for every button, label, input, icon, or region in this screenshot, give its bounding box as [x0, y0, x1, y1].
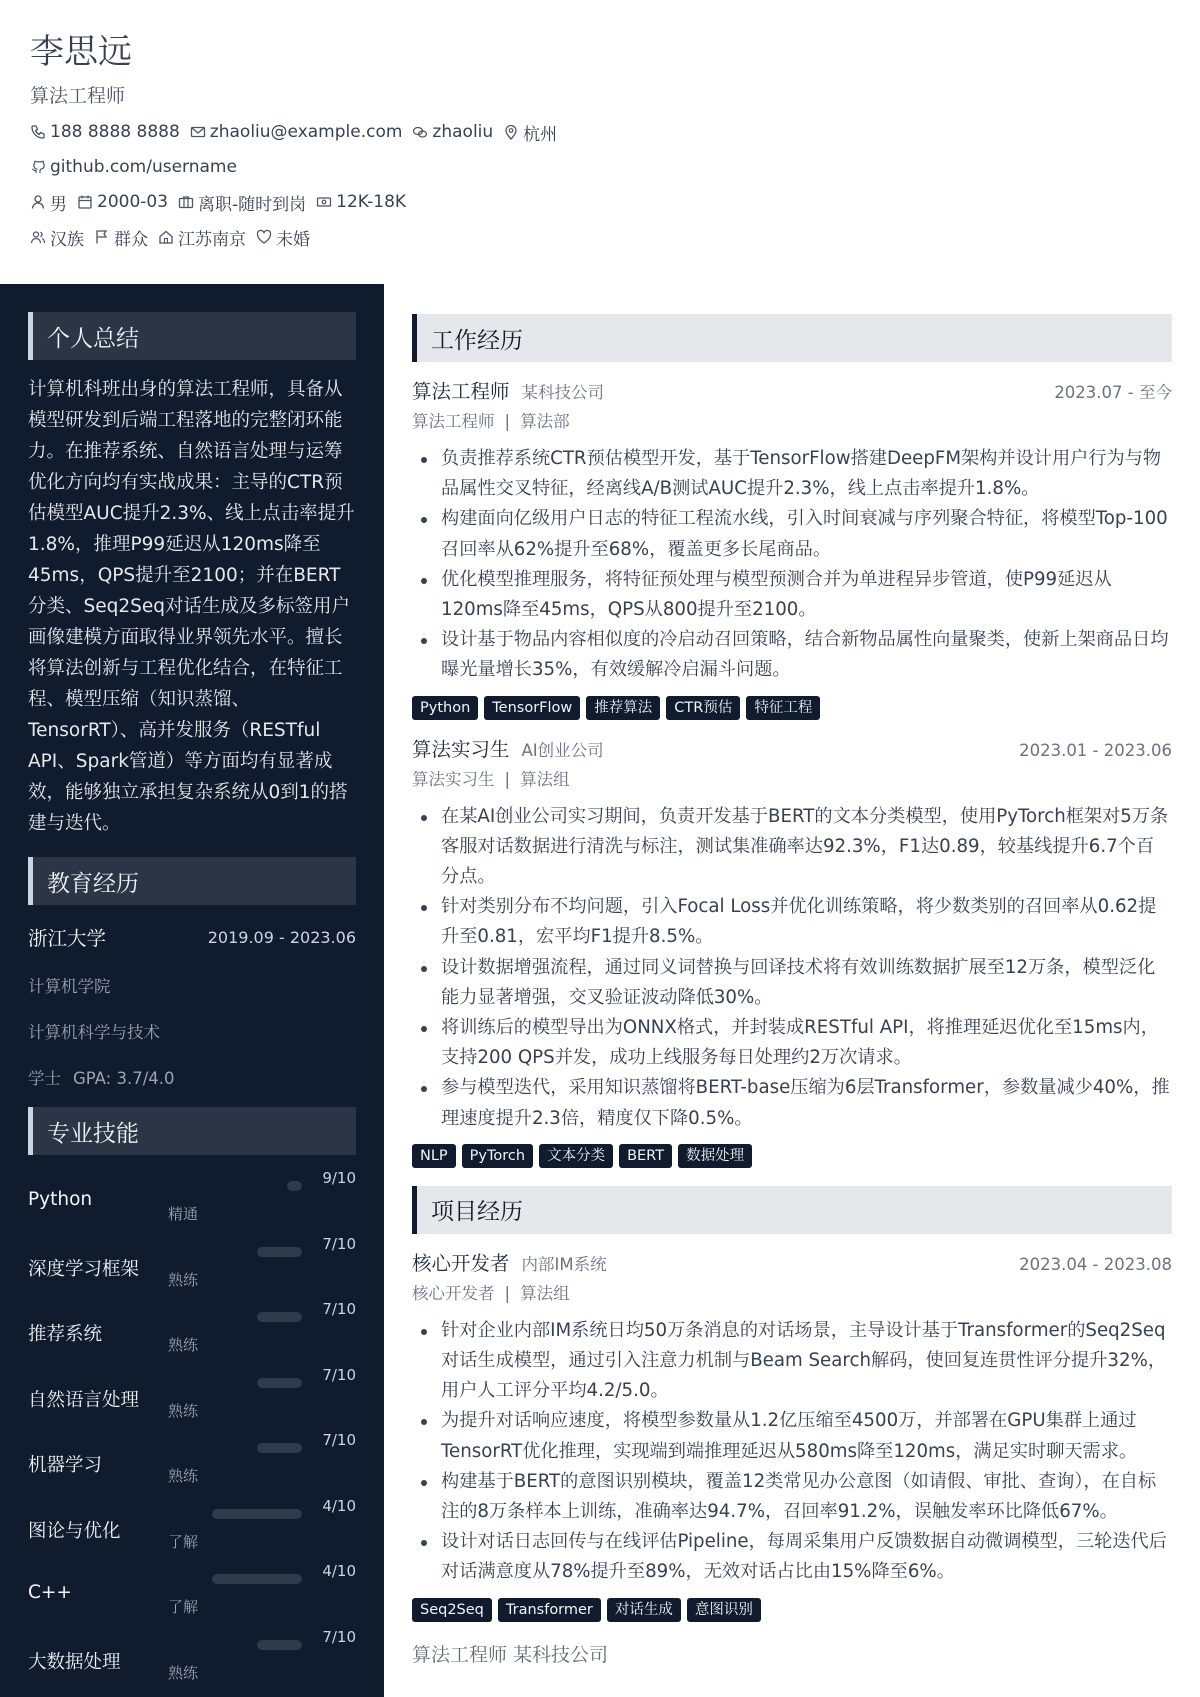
next-entry-cut: 算法工程师 某科技公司 — [412, 1643, 609, 1666]
skill-score: 4/10 — [322, 1562, 356, 1580]
skill-item — [28, 1487, 356, 1553]
skill-name: 图论与优化 — [28, 1520, 121, 1542]
experience-entry — [412, 1248, 1172, 1622]
skill-score: 7/10 — [322, 1431, 356, 1449]
skill-name: 深度学习框架 — [28, 1258, 140, 1280]
entry-date: 2023.07 - 至今 — [1054, 383, 1172, 402]
skill-bar-empty — [287, 1181, 302, 1191]
major-name: 计算机科学与技术 — [28, 1023, 160, 1042]
skill-bar — [152, 1378, 302, 1388]
skills-list — [28, 1159, 356, 1683]
location-pin-icon — [503, 124, 519, 140]
skill-item — [28, 1421, 356, 1487]
skill-bar — [152, 1640, 302, 1650]
entry-company: AI创业公司 — [521, 740, 604, 760]
entry-dept: 算法组 — [520, 769, 570, 789]
bullet-item: 设计对话日志回传与在线评估Pipeline，每周采集用户反馈数据自动微调模型，三轮迭代后对话满意度从78%提升至89%，无效对话占比由15%降至6%。 — [412, 1527, 1172, 1587]
heart-icon — [256, 229, 272, 245]
entry-position: 核心开发者 — [412, 1283, 495, 1303]
skill-name: Python — [28, 1189, 93, 1210]
wechat-icon — [412, 124, 428, 140]
skill-bar — [152, 1574, 302, 1584]
entry-header — [412, 734, 1172, 760]
education-date: 2019.09 - 2023.06 — [207, 927, 356, 947]
contact-row-2 — [30, 154, 1170, 180]
bullet-item: 参与模型迭代，采用知识蒸馏将BERT-base压缩为6层Transformer，参数量减少40%，推理速度提升2.3倍，精度仅下降0.5%。 — [412, 1073, 1172, 1133]
info-hometown: 江苏南京 — [158, 225, 246, 250]
tag: 文本分类 — [539, 1144, 613, 1168]
tag: 意图识别 — [687, 1598, 761, 1622]
bullet-item: 构建基于BERT的意图识别模块，覆盖12类常见办公意图（如请假、审批、查询），在自标注的8万条样本上训练，准确率达94.7%，召回率91.2%，误触发率环比降低67%。 — [412, 1467, 1172, 1527]
entry-dept: 算法组 — [520, 1283, 570, 1303]
degree: 学士 — [28, 1069, 61, 1088]
contact-city: 杭州 — [503, 120, 557, 145]
education-entry — [28, 923, 356, 951]
school-name: 浙江大学 — [28, 927, 107, 950]
tag: 数据处理 — [678, 1144, 752, 1168]
gpa: GPA: 3.7/4.0 — [73, 1069, 175, 1088]
bullet-item: 为提升对话响应速度，将模型参数量从1.2亿压缩至4500万，并部署在GPU集群上通过TensorRT优化推理，实现端到端推理延迟从580ms降至120ms，满足实时聊天需求。 — [412, 1406, 1172, 1466]
college-name: 计算机学院 — [28, 977, 111, 996]
projects-heading: 项目经历 — [412, 1186, 1172, 1234]
info-politics: 群众 — [94, 225, 148, 250]
candidate-name: 李思远 — [30, 32, 132, 72]
skill-bar-empty — [212, 1574, 302, 1584]
skill-item — [28, 1552, 356, 1618]
skill-bar-empty — [212, 1509, 302, 1519]
tag-list — [412, 1598, 1172, 1622]
entry-title — [412, 376, 604, 404]
bullet-item: 设计数据增强流程，通过同义词替换与回译技术将有效训练数据扩展至12万条，模型泛化能力显著增强，交叉验证波动降低30%。 — [412, 953, 1172, 1013]
bullet-item: 针对类别分布不均问题，引入Focal Loss并优化训练策略，将少数类别的召回率从0.62提升至0.81，宏平均F1提升8.5%。 — [412, 892, 1172, 952]
bullet-item: 在某AI创业公司实习期间，负责开发基于BERT的文本分类模型，使用PyTorch框架对5万条客服对话数据进行清洗与标注，测试集准确率达92.3%，F1达0.89，较基线提升6.7个百分点。 — [412, 802, 1172, 893]
tag: TensorFlow — [484, 696, 580, 720]
skill-score: 9/10 — [322, 1169, 356, 1187]
home-icon — [158, 229, 174, 245]
entry-title — [412, 1248, 607, 1276]
skill-bar — [152, 1247, 302, 1257]
entry-subtitle — [412, 766, 1172, 790]
entry-role: 算法工程师 — [412, 380, 510, 403]
separator: | — [504, 412, 511, 431]
skill-item — [28, 1618, 356, 1684]
project-list — [412, 1248, 1172, 1622]
entry-date: 2023.04 - 2023.08 — [1019, 1254, 1172, 1274]
bullet-list — [412, 802, 1172, 1134]
info-status: 离职-随时到岗 — [178, 190, 306, 215]
flag-icon — [94, 229, 110, 245]
skill-bar-empty — [257, 1640, 302, 1650]
entry-company: 内部IM系统 — [521, 1254, 607, 1274]
briefcase-icon — [178, 194, 194, 210]
summary-heading: 个人总结 — [28, 312, 356, 360]
bullet-item: 优化模型推理服务，将特征预处理与模型预测合并为单进程异步管道，使P99延迟从120ms降至45ms，QPS从800提升至2100。 — [412, 565, 1172, 625]
skill-score: 7/10 — [322, 1234, 356, 1253]
bullet-item: 设计基于物品内容相似度的冷启动召回策略，结合新物品属性向量聚类，使新上架商品日均曝光量增长35%，有效缓解冷启漏斗问题。 — [412, 625, 1172, 685]
skill-level: 熟练 — [168, 1401, 199, 1420]
work-heading: 工作经历 — [412, 314, 1172, 362]
main-content — [384, 284, 1200, 1697]
skill-score: 7/10 — [322, 1300, 356, 1318]
tag: NLP — [412, 1144, 456, 1168]
skill-bar — [152, 1181, 302, 1191]
tag: 对话生成 — [607, 1598, 681, 1622]
tag-list — [412, 696, 1172, 720]
skill-level: 熟练 — [168, 1467, 199, 1485]
contact-github[interactable]: github.com/username — [30, 157, 237, 177]
skill-bar — [152, 1509, 302, 1519]
entry-company: 某科技公司 — [521, 383, 605, 402]
separator: | — [504, 769, 511, 789]
education-section — [28, 857, 356, 1089]
contact-row-1 — [30, 119, 1170, 145]
skill-bar-empty — [257, 1443, 302, 1453]
tag: CTR预估 — [666, 696, 740, 720]
bullet-item: 负责推荐系统CTR预估模型开发，基于TensorFlow搭建DeepFM架构并设计用户行为与物品属性交叉特征，经离线A/B测试AUC提升2.3%，线上点击率提升1.8%。 — [412, 444, 1172, 504]
tag-list — [412, 1144, 1172, 1168]
skill-level: 熟练 — [168, 1336, 199, 1354]
entry-header — [412, 1248, 1172, 1274]
sidebar — [0, 284, 384, 1697]
skill-item — [28, 1225, 356, 1291]
entry-role: 算法实习生 — [412, 737, 510, 761]
skill-name: 自然语言处理 — [28, 1389, 140, 1411]
tag: Python — [412, 696, 478, 720]
info-birth: 2000-03 — [77, 192, 168, 212]
skill-bar-empty — [257, 1247, 302, 1257]
skill-level: 了解 — [168, 1532, 199, 1551]
entry-role: 核心开发者 — [412, 1251, 510, 1275]
contact-phone: 188 8888 8888 — [30, 122, 180, 142]
degree-line — [28, 1065, 356, 1089]
entry-dept: 算法部 — [520, 412, 570, 431]
contact-wechat: zhaoliu — [412, 122, 493, 142]
bullet-list — [412, 444, 1172, 686]
entry-title — [412, 734, 604, 762]
experience-entry — [412, 734, 1172, 1168]
skill-level: 了解 — [168, 1598, 199, 1616]
info-salary: 12K-18K — [316, 192, 406, 212]
skill-bar-empty — [257, 1378, 302, 1388]
tag: BERT — [619, 1144, 672, 1168]
entry-subtitle — [412, 1280, 1172, 1304]
skill-bar — [152, 1443, 302, 1453]
separator: | — [504, 1283, 511, 1303]
skill-name: 推荐系统 — [28, 1324, 103, 1345]
skill-item — [28, 1159, 356, 1225]
experience-entry — [412, 376, 1172, 720]
resume-header — [0, 0, 1200, 284]
bullet-item: 针对企业内部IM系统日均50万条消息的对话场景，主导设计基于Transformer的Seq2Seq对话生成模型，通过引入注意力机制与Beam Search解码，使回复连贯性评分提升32%，用户人工评分平均4.2/5.0。 — [412, 1316, 1172, 1407]
info-marital: 未婚 — [256, 225, 310, 250]
summary-text: 计算机科班出身的算法工程师，具备从模型研发到后端工程落地的完整闭环能力。在推荐系统、自然语言处理与运筹优化方向均有实战成果：主导的CTR预估模型AUC提升2.3%、线上点击率提升1.8%，推理P99延迟从120ms降至45ms，QPS提升至2100；并在BERT分类、Seq2Seq对话生成及多标签用户画像建模方面取得业界领先水平。擅长将算法创新与工程优化结合，在特征工程、模型压缩（知识蒸馏、TensorRT）、高并发服务（RESTful API、Spark管道）等方面均有显著成效，能够独立承担复杂系统从0到1的搭建与迭代。 — [28, 379, 355, 834]
bullet-list — [412, 1316, 1172, 1588]
entry-position: 算法实习生 — [412, 769, 495, 789]
entry-position: 算法工程师 — [412, 412, 495, 431]
tag: Transformer — [498, 1598, 601, 1622]
bullet-item: 构建面向亿级用户日志的特征工程流水线，引入时间衰减与序列聚合特征，将模型Top-100召回率从62%提升至68%，覆盖更多长尾商品。 — [412, 504, 1172, 564]
phone-icon — [30, 124, 46, 140]
entry-date: 2023.01 - 2023.06 — [1019, 740, 1172, 760]
skills-heading: 专业技能 — [28, 1107, 356, 1155]
contact-email[interactable]: zhaoliu@example.com — [190, 122, 403, 142]
bullet-item: 将训练后的模型导出为ONNX格式，并封装成RESTful API，将推理延迟优化至15ms内，支持200 QPS并发，成功上线服务每日处理约2万次请求。 — [412, 1013, 1172, 1073]
skill-level: 精通 — [168, 1205, 199, 1223]
skill-name: C++ — [28, 1582, 72, 1603]
github-icon — [30, 159, 46, 175]
skill-bar — [152, 1312, 302, 1322]
skill-bar-empty — [257, 1312, 302, 1322]
skill-score: 4/10 — [322, 1496, 356, 1515]
skill-score: 7/10 — [322, 1365, 356, 1384]
contact-row-4 — [30, 224, 1170, 250]
skill-name: 机器学习 — [28, 1455, 103, 1476]
candidate-title: 算法工程师 — [30, 85, 126, 107]
info-gender: 男 — [30, 190, 67, 215]
contact-row-3 — [30, 189, 1170, 215]
skill-item — [28, 1290, 356, 1356]
tag: Seq2Seq — [412, 1598, 492, 1622]
calendar-icon — [77, 194, 93, 210]
skill-level: 熟练 — [168, 1270, 199, 1289]
entry-subtitle — [412, 408, 1172, 432]
entry-header — [412, 376, 1172, 402]
skill-item — [28, 1356, 356, 1422]
skill-name: 大数据处理 — [28, 1651, 121, 1673]
tag: 推荐算法 — [586, 696, 660, 720]
education-heading: 教育经历 — [28, 857, 356, 905]
skill-level: 熟练 — [168, 1663, 199, 1682]
banknote-icon — [316, 194, 332, 210]
mail-icon — [190, 124, 206, 140]
users-icon — [30, 229, 46, 245]
person-icon — [30, 194, 46, 210]
work-list — [412, 376, 1172, 1168]
info-ethnicity: 汉族 — [30, 225, 84, 250]
skill-score: 7/10 — [322, 1627, 356, 1646]
tag: PyTorch — [462, 1144, 533, 1168]
tag: 特征工程 — [746, 696, 820, 720]
